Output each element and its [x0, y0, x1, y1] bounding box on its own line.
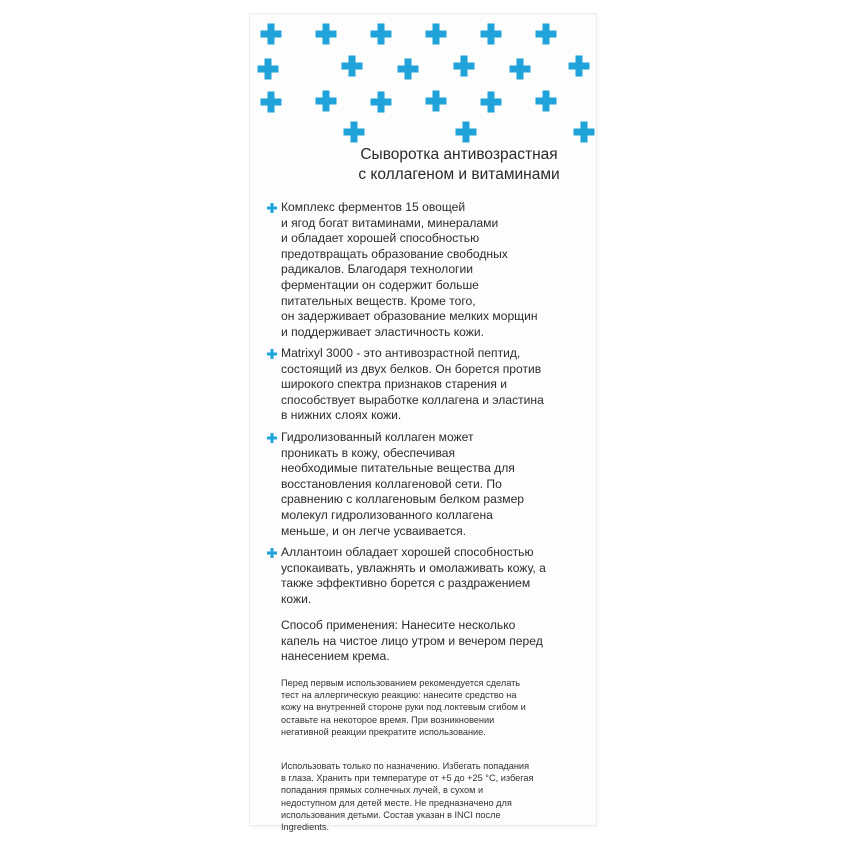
- plus-icon: [569, 56, 590, 77]
- title-line-2: с коллагеном и витаминами: [358, 166, 560, 183]
- text-line: и ягод богат витаминами, минералами: [281, 215, 499, 230]
- text-line: использования детьми. Состав указан в INCI после: [281, 809, 501, 820]
- title-line-1: Сыворотка антивозрастная: [360, 146, 558, 163]
- allergy-note: [281, 677, 581, 738]
- text-line: кожу на внутренней стороне руки под локтевым сгибом и: [281, 702, 526, 713]
- text-line: Ingredients.: [281, 822, 330, 833]
- plus-icon: [267, 548, 277, 558]
- text-line: тест на аллергическую реакцию: нанесите средство на: [281, 690, 517, 701]
- text-line: и обладает хорошей способностью: [281, 231, 480, 246]
- text-line: оставьте на некоторое время. При возникновении: [281, 714, 495, 725]
- text-line: нанесением крема.: [281, 649, 390, 664]
- plus-icon: [261, 24, 282, 45]
- text-line: широкого спектра признаков старения и: [281, 377, 508, 392]
- plus-icon: [267, 203, 277, 213]
- plus-icon: [426, 24, 447, 45]
- plus-icon: [371, 92, 392, 113]
- usage-instructions: [281, 618, 581, 665]
- plus-icon: [267, 433, 277, 443]
- plus-icon: [454, 56, 475, 77]
- text-line: восстановления коллагеновой сети. По: [281, 476, 502, 491]
- text-line: Гидролизованный коллаген может: [281, 430, 474, 444]
- cross-pattern: [250, 14, 596, 140]
- text-line: Matrixyl 3000 - это антивозрастной пептид,: [281, 346, 521, 360]
- text-line: Перед первым использованием рекомендуется сделать: [281, 678, 521, 688]
- text-line: негативной реакции прекратите использование.: [281, 726, 486, 737]
- plus-icon: [258, 59, 279, 80]
- text-line: необходимые питательные вещества для: [281, 461, 515, 476]
- plus-icon: [316, 24, 337, 45]
- plus-icon: [344, 122, 365, 143]
- plus-icon: [456, 122, 477, 143]
- text-line: он задерживает образование мелких морщин: [281, 309, 538, 324]
- plus-icon: [316, 91, 337, 112]
- plus-icon: [481, 92, 502, 113]
- text-line: проникать в кожу, обеспечивая: [281, 445, 456, 460]
- text-line: Использовать только по назначению. Избегать попадания: [281, 761, 530, 771]
- product-title: [250, 145, 596, 185]
- text-line: попадания прямых солнечных лучей, в сухом и: [281, 785, 484, 796]
- text-line: питательных веществ. Кроме того,: [281, 293, 476, 308]
- plus-icon: [536, 91, 557, 112]
- plus-icon: [398, 59, 419, 80]
- plus-icon: [261, 92, 282, 113]
- text-line: также эффективно борется с раздражением: [281, 576, 531, 591]
- text-line: недоступном для детей месте. Не предназначено для: [281, 797, 512, 808]
- text-line: кожи.: [281, 591, 312, 606]
- plus-icon: [426, 91, 447, 112]
- plus-icon: [267, 349, 277, 359]
- text-line: Комплекс ферментов 15 овощей: [281, 200, 466, 214]
- text-line: состоящий из двух белков. Он борется против: [281, 361, 542, 376]
- text-line: ферментации он содержит больше: [281, 277, 479, 292]
- text-line: в нижних слоях кожи.: [281, 408, 402, 423]
- text-line: предотвращать образование свободных: [281, 246, 508, 261]
- plus-icon: [536, 24, 557, 45]
- text-line: сравнению с коллагеновым белком размер: [281, 492, 525, 507]
- plus-icon: [574, 122, 595, 143]
- product-box-back: [250, 14, 596, 833]
- text-line: Аллантоин обладает хорошей способностью: [281, 545, 534, 559]
- text-line: успокаивать, увлажнять и омолаживать кожу, а: [281, 560, 546, 575]
- text-line: способствует выработке коллагена и эластина: [281, 392, 544, 407]
- text-line: радикалов. Благодаря технологии: [281, 262, 473, 277]
- text-line: меньше, и он легче усваивается.: [281, 523, 467, 538]
- storage-note: [281, 760, 581, 833]
- text-line: в глаза. Хранить при температуре от +5 до +25 °С, избегая: [281, 773, 534, 784]
- text-line: молекул гидролизованного коллагена: [281, 507, 493, 522]
- text-line: и поддерживает эластичность кожи.: [281, 324, 484, 339]
- text-line: Способ применения: Нанесите несколько: [281, 618, 516, 632]
- text-line: капель на чистое лицо утром и вечером перед: [281, 633, 543, 648]
- plus-icon: [342, 56, 363, 77]
- plus-icon: [481, 24, 502, 45]
- plus-icon: [371, 24, 392, 45]
- plus-icon: [510, 59, 531, 80]
